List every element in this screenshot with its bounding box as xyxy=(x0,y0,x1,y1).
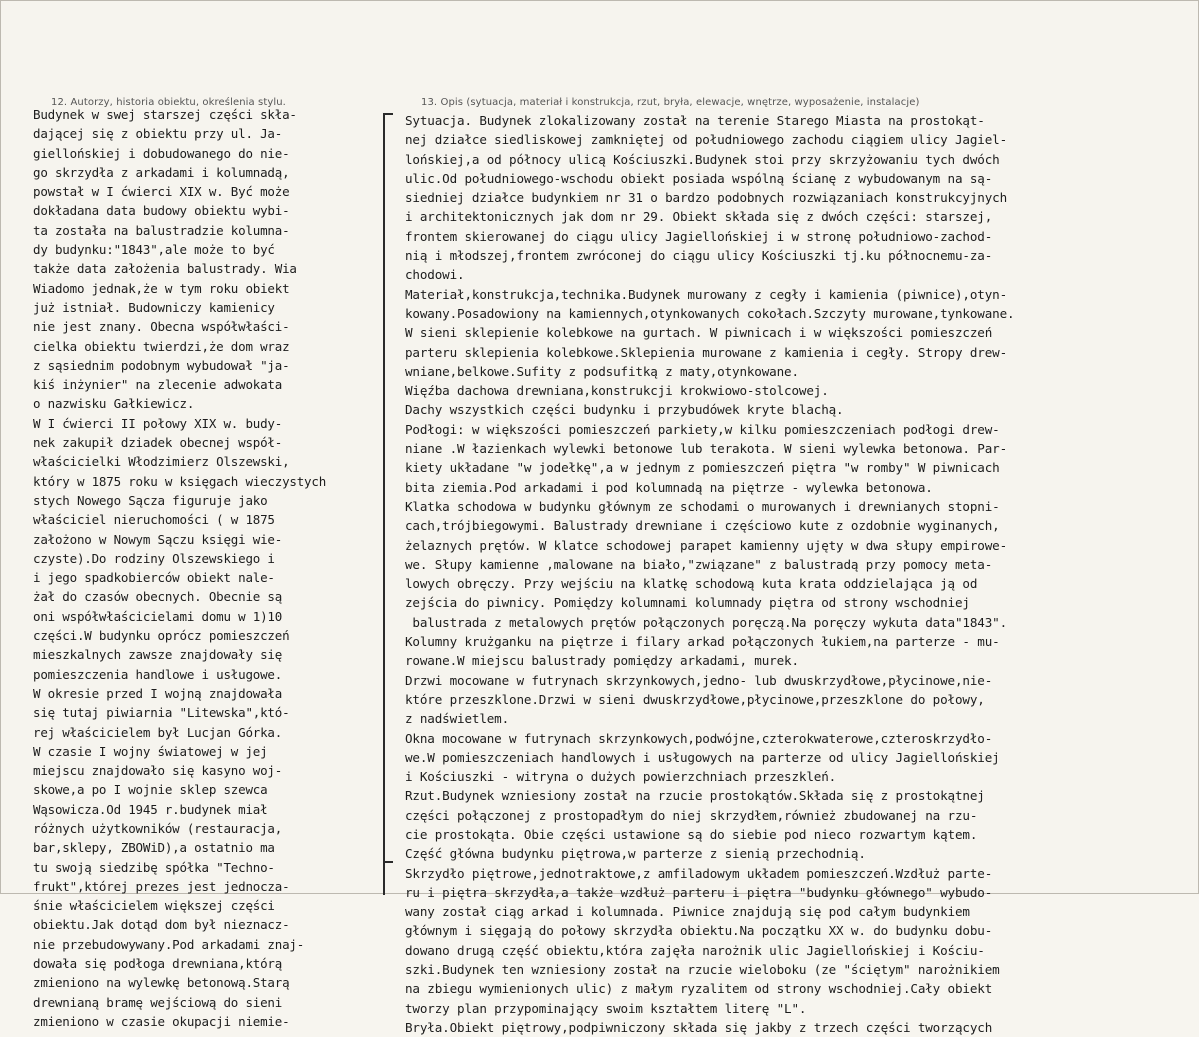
description-text-line: lońskiej,a od północy ulicą Kościuszki.Budynek stoi przy skrzyżowaniu tych dwóch xyxy=(405,151,1000,167)
history-text-line: Budynek w swej starszej części skła- xyxy=(33,107,297,122)
history-text-line: i jego spadkobierców obiekt nale- xyxy=(33,570,275,586)
section-12-header: 12. Autorzy, historia obiektu, określenia stylu. xyxy=(51,97,286,108)
history-text-line: założono w Nowym Sączu księgi wie- xyxy=(33,531,283,547)
description-text-line: które przeszklone.Drzwi w sieni dwuskrzydłowe,płycinowe,przeszklone do połowy, xyxy=(405,691,985,707)
description-text-line: Rzut.Budynek wzniesiony został na rzucie prostokątów.Składa się z prostokątnej xyxy=(405,788,985,804)
description-text-line: Klatka schodowa w budynku głównym ze schodami o murowanych i drewnianych stopni- xyxy=(405,498,1000,514)
description-text-line: Część główna budynku piętrowa,w parterze z sienią przechodnią. xyxy=(405,846,866,862)
history-text-line: obiektu.Jak dotąd dom był nieznacz- xyxy=(33,917,290,933)
history-text-line: miejscu znajdowało się kasyno woj- xyxy=(33,763,283,779)
description-text-line: części połączonej z prostopadłym do niej skrzydłem,również zbudowanej na rzu- xyxy=(405,807,978,823)
description-text-line: i Kościuszki - witryna o dużych powierzchniach przeszkleń. xyxy=(405,769,837,785)
description-text-line: we. Słupy kamienne ,malowane na biało,"związane" z balustradą przy pomocy meta- xyxy=(405,556,993,572)
description-text-line: Podłogi: w większości pomieszczeń parkiety,w kilku pomieszczeniach podłogi drew- xyxy=(405,421,1000,437)
history-text-line: śnie właścicielem większej części xyxy=(33,898,275,914)
description-text-line: Okna mocowane w futrynach skrzynkowych,podwójne,czterokwaterowe,czteroskrzydło- xyxy=(405,730,993,746)
history-text-line: zmieniono w czasie okupacji niemie- xyxy=(33,1013,290,1029)
history-text-line: frukt",której prezes jest jednocza- xyxy=(33,878,290,894)
history-text-line: dokładana data budowy obiektu wybi- xyxy=(33,203,290,219)
description-text-line: Kolumny krużganku na piętrze i filary arkad połączonych łukiem,na parterze - mu- xyxy=(405,634,1000,650)
description-text-line: parteru sklepienia kolebkowe.Sklepienia murowane z kamienia i cegły. Stropy drew- xyxy=(405,344,1007,360)
history-text-line: W okresie przed I wojną znajdowała xyxy=(33,685,283,701)
history-text-line: czyste).Do rodziny Olszewskiego i xyxy=(33,550,275,566)
description-text-line: Bryła.Obiekt piętrowy,podpiwniczony składa się jakby z trzech części tworzących xyxy=(405,1019,993,1035)
history-text-line: właściciel nieruchomości ( w 1875 xyxy=(33,512,275,528)
description-text-line: wany został ciąg arkad i kolumnada. Piwnice znajdują się pod całym budynkiem xyxy=(405,904,970,920)
history-text-line: W czasie I wojny światowej w jej xyxy=(33,743,268,759)
description-text-line: Skrzydło piętrowe,jednotraktowe,z amfiladowym układem pomieszczeń.Wzdłuż parte- xyxy=(405,865,993,881)
description-text-line: z nadświetlem. xyxy=(405,711,510,727)
history-text-line: który w 1875 roku w księgach wieczystych xyxy=(33,473,327,489)
description-text-line: głównym i sięgają do połowy skrzydła obiektu.Na początku XX w. do budynku dobu- xyxy=(405,923,993,939)
history-text-line: powstał w I ćwierci XIX w. Być może xyxy=(33,184,290,200)
history-text-line: nie przebudowywany.Pod arkadami znaj- xyxy=(33,936,305,952)
description-text-line: balustrada z metalowych prętów połączonych poręczą.Na poręczy wykuta data"1843". xyxy=(405,614,1007,630)
description-text-line: lowych obręczy. Przy wejściu na klatkę schodową kuta krata oddzielająca ją od xyxy=(405,576,978,592)
description-text-line: tworzy plan przypominający swoim kształtem literę "L". xyxy=(405,1000,807,1016)
history-text-line: z sąsiednim podobnym wybudował "ja- xyxy=(33,357,290,373)
description-text-line: na zbiegu wymienionych ulic) z małym ryzalitem od strony wschodniej.Cały obiekt xyxy=(405,981,993,997)
history-text-line: dowała się podłoga drewniana,którą xyxy=(33,956,283,972)
history-text-line: także data założenia balustrady. Wia xyxy=(33,261,297,277)
description-text-line: frontem skierowanej do ciągu ulicy Jagiellońskiej i w stronę południowo-zachod- xyxy=(405,228,993,244)
description-text-line: Drzwi mocowane w futrynach skrzynkowych,jedno- lub dwuskrzydłowe,płycinowe,nie- xyxy=(405,672,993,688)
description-text-line: cach,trójbiegowymi. Balustrady drewniane i częściowo kute z ozdobnie wyginanych, xyxy=(405,518,1000,534)
description-text-line: nią i młodszej,frontem zwróconej do ciągu ulicy Kościuszki tj.ku północnemu-za- xyxy=(405,248,993,264)
description-text-line: kowany.Posadowiony na kamiennych,otynkowanych cokołach.Szczyty murowane,tynkowane. xyxy=(405,305,1015,321)
history-text-line: ta została na balustradzie kolumna- xyxy=(33,222,290,238)
column-divider xyxy=(383,113,385,895)
history-text-line: już istniał. Budowniczy kamienicy xyxy=(33,299,275,315)
description-text-line: ru i piętra skrzydła,a także wzdłuż parteru i piętra "budynku głównego" wybudo- xyxy=(405,884,993,900)
history-text-line: zmieniono na wylewkę betonową.Starą xyxy=(33,975,290,991)
history-text-line: go skrzydła z arkadami i kolumnadą, xyxy=(33,164,290,180)
history-text-line: oni współwłaścicielami domu w 1)10 xyxy=(33,608,283,624)
history-text-line: giellońskiej i dobudowanego do nie- xyxy=(33,145,290,161)
description-text-line: Materiał,konstrukcja,technika.Budynek murowany z cegły i kamienia (piwnice),otyn- xyxy=(405,286,1007,302)
history-text-line: W I ćwierci II połowy XIX w. budy- xyxy=(33,415,283,431)
history-text-line: o nazwisku Gałkiewicz. xyxy=(33,396,195,412)
description-text-line: szki.Budynek ten wzniesiony został na rzucie wieloboku (ze "ściętym" narożnikiem xyxy=(405,962,1000,978)
history-text-line: pomieszczenia handlowe i usługowe. xyxy=(33,666,283,682)
description-text-line: nej działce siedliskowej zamkniętej od południowego zachodu ciągiem ulicy Jagiel- xyxy=(405,132,1007,148)
description-text-line: bita ziemia.Pod arkadami i pod kolumnadą na piętrze - wylewka betonowa. xyxy=(405,479,933,495)
history-text-line: Wiadomo jednak,że w tym roku obiekt xyxy=(33,280,290,296)
description-text-line: i architektonicznych jak dom nr 29. Obiekt składa się z dwóch części: starszej, xyxy=(405,209,993,225)
description-text-line: zejścia do piwnicy. Pomiędzy kolumnami kolumnady piętra od strony wschodniej xyxy=(405,595,970,611)
description-text-line: chodowi. xyxy=(405,267,465,283)
description-column xyxy=(405,111,1195,1037)
history-text-line: drewnianą bramę wejściową do sieni xyxy=(33,994,283,1010)
divider-tick xyxy=(383,861,393,863)
description-text-line: rowane.W miejscu balustrady pomiędzy arkadami, murek. xyxy=(405,653,799,669)
history-text-line: cielka obiektu twierdzi,że dom wraz xyxy=(33,338,290,354)
history-text-line: różnych użytkowników (restauracja, xyxy=(33,820,283,836)
history-text-line: stych Nowego Sącza figuruje jako xyxy=(33,492,268,508)
history-text-line: nek zakupił dziadek obecnej współ- xyxy=(33,435,283,451)
description-text-line: cie prostokąta. Obie części ustawione są do siebie pod nieco rozwartym kątem. xyxy=(405,826,978,842)
history-text-line: Wąsowicza.Od 1945 r.budynek miał xyxy=(33,801,268,817)
history-text-line: właścicielki Włodzimierz Olszewski, xyxy=(33,454,290,470)
history-text-line: części.W budynku oprócz pomieszczeń xyxy=(33,628,290,644)
description-text-line: Sytuacja. Budynek zlokalizowany został na terenie Starego Miasta na prostokąt- xyxy=(405,113,985,128)
history-column xyxy=(33,105,379,1031)
divider-tick xyxy=(383,113,393,115)
history-text-line: rej właścicielem był Lucjan Górka. xyxy=(33,724,283,740)
description-text-line: we.W pomieszczeniach handlowych i usługowych na parterze od ulicy Jagiellońskiej xyxy=(405,749,1000,765)
history-text-line: nie jest znany. Obecna współwłaści- xyxy=(33,319,290,335)
history-text-line: się tutaj piwiarnia "Litewska",któ- xyxy=(33,705,290,721)
description-text-line: siedniej działce budynkiem nr 31 o bardzo podobnych rozwiązaniach konstrukcyjnych xyxy=(405,190,1007,206)
history-text-line: dającej się z obiektu przy ul. Ja- xyxy=(33,126,283,142)
description-text-line: kiety układane "w jodełkę",a w jednym z pomieszczeń piętra "w romby" W piwnicach xyxy=(405,460,1000,476)
description-text-line: niane .W łazienkach wylewki betonowe lub terakota. W sieni wylewka betonowa. Par- xyxy=(405,441,1007,457)
section-13-header: 13. Opis (sytuacja, materiał i konstrukcja, rzut, bryła, elewacje, wnętrze, wyposażenie, instalacje) xyxy=(421,97,920,108)
history-text-line: dy budynku:"1843",ale może to być xyxy=(33,242,275,258)
history-text-line: bar,sklepy, ZBOWiD),a ostatnio ma xyxy=(33,840,275,856)
description-text-line: Więźba dachowa drewniana,konstrukcji krokwiowo-stolcowej. xyxy=(405,383,829,399)
description-text-line: wniane,belkowe.Sufity z podsufitką z maty,otynkowane. xyxy=(405,363,799,379)
description-text-line: W sieni sklepienie kolebkowe na gurtach. W piwnicach i w większości pomieszczeń xyxy=(405,325,993,341)
description-text-line: Dachy wszystkich części budynku i przybudówek kryte blachą. xyxy=(405,402,844,418)
history-text-line: skowe,a po I wojnie sklep szewca xyxy=(33,782,268,798)
history-text-line: żał do czasów obecnych. Obecnie są xyxy=(33,589,283,605)
description-text-line: żelaznych prętów. W klatce schodowej parapet kamienny ujęty w dwa słupy empirowe- xyxy=(405,537,1007,553)
description-text-line: ulic.Od południowego-wschodu obiekt posiada wspólną ścianę z wybudowanym na są- xyxy=(405,170,993,186)
history-text-line: kiś inżynier" na zlecenie adwokata xyxy=(33,377,283,393)
history-text-line: mieszkalnych zawsze znajdowały się xyxy=(33,647,283,663)
history-text-line: tu swoją siedzibę spółka "Techno- xyxy=(33,859,275,875)
description-text-line: dowano drugą część obiektu,która zajęła narożnik ulic Jagiellońskiej i Kościu- xyxy=(405,942,985,958)
